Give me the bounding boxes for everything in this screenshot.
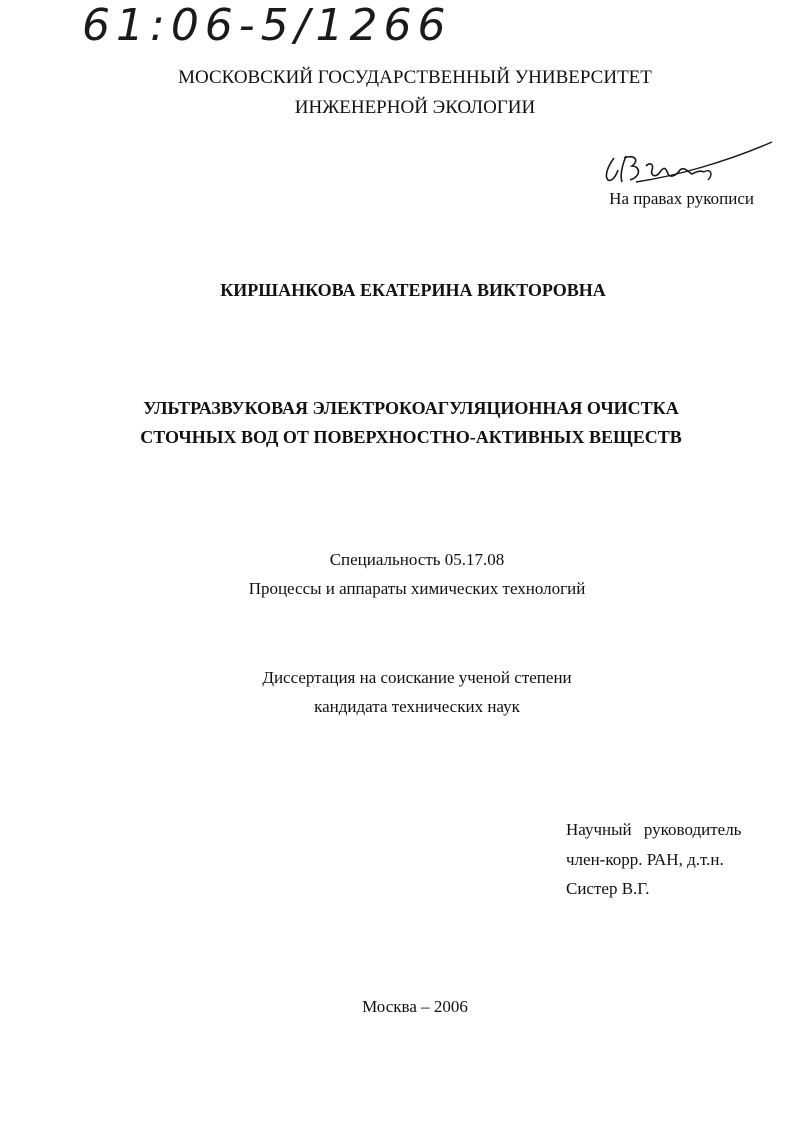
supervisor-name: Систер В.Г. [566, 879, 650, 898]
signature-icon [596, 136, 776, 196]
degree-statement-line2: кандидата технических наук [314, 697, 520, 716]
manuscript-rights-label: На правах рукописи [609, 189, 754, 208]
specialty-code: Специальность 05.17.08 [329, 550, 505, 569]
degree-statement-line1: Диссертация на соискание ученой степени [262, 668, 572, 687]
specialty-name: Процессы и аппараты химических технологий [248, 579, 586, 598]
dissertation-title-line1: УЛЬТРАЗВУКОВАЯ ЭЛЕКТРОКОАГУЛЯЦИОННАЯ ОЧИСТКА [143, 398, 679, 418]
university-name-line1: МОСКОВСКИЙ ГОСУДАРСТВЕННЫЙ УНИВЕРСИТЕТ [178, 67, 652, 88]
supervisor-titles: член-корр. РАН, д.т.н. [566, 850, 724, 869]
university-name-line2: ИНЖЕНЕРНОЙ ЭКОЛОГИИ [294, 97, 536, 118]
supervisor-role: Научный руководитель [566, 820, 742, 839]
archive-number-handwritten: 61:06-5/1266 [82, 0, 452, 51]
city-year: Москва – 2006 [362, 997, 468, 1016]
dissertation-title-line2: СТОЧНЫХ ВОД ОТ ПОВЕРХНОСТНО-АКТИВНЫХ ВЕЩЕСТВ [140, 427, 682, 447]
author-name: КИРШАНКОВА ЕКАТЕРИНА ВИКТОРОВНА [220, 280, 606, 300]
